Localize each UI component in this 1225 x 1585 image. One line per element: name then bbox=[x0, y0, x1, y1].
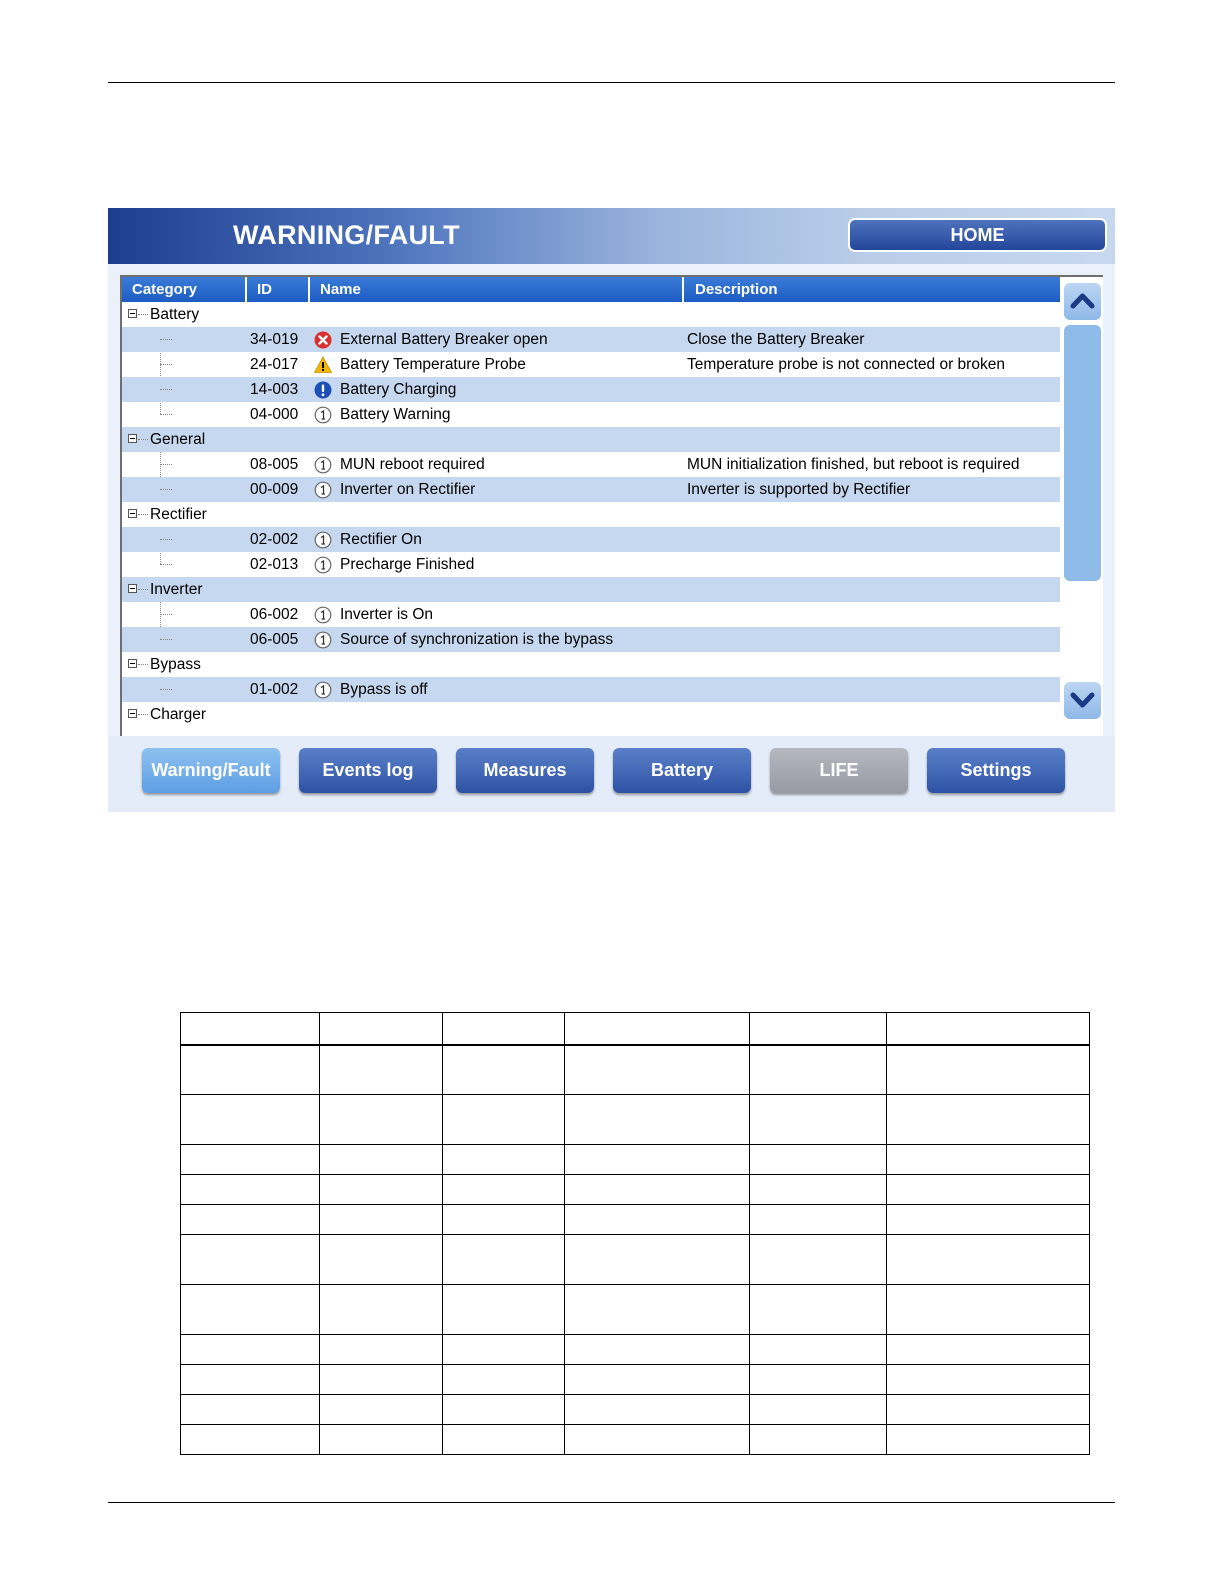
row-id: 04-000 bbox=[250, 406, 299, 423]
info-icon bbox=[314, 631, 332, 649]
column-header-id[interactable]: ID bbox=[257, 281, 272, 298]
table-row[interactable] bbox=[122, 452, 1060, 477]
nav-events-log[interactable]: Events log bbox=[299, 748, 437, 793]
collapse-icon[interactable] bbox=[128, 584, 137, 593]
category-label: Charger bbox=[150, 706, 206, 723]
info-icon bbox=[314, 681, 332, 699]
scroll-down-button[interactable] bbox=[1064, 682, 1101, 719]
home-button[interactable]: HOME bbox=[848, 218, 1107, 252]
column-header-description[interactable]: Description bbox=[695, 281, 778, 298]
category-row-bypass[interactable] bbox=[122, 652, 1060, 677]
row-id: 24-017 bbox=[250, 356, 299, 373]
scrollbar[interactable] bbox=[1062, 277, 1103, 736]
row-name: Inverter on Rectifier bbox=[340, 481, 476, 498]
row-id: 00-009 bbox=[250, 481, 299, 498]
screen-title: WARNING/FAULT bbox=[233, 220, 460, 250]
row-name: Precharge Finished bbox=[340, 556, 475, 573]
collapse-icon[interactable] bbox=[128, 309, 137, 318]
warning-list bbox=[120, 275, 1103, 738]
warning-fault-screen bbox=[108, 208, 1115, 812]
column-header-name[interactable]: Name bbox=[320, 281, 361, 298]
category-row-general[interactable] bbox=[122, 427, 1060, 452]
warning-table bbox=[122, 277, 1060, 736]
nav-life[interactable]: LIFE bbox=[770, 748, 908, 793]
category-row-charger[interactable] bbox=[122, 702, 1060, 727]
info-icon bbox=[314, 531, 332, 549]
bottom-nav bbox=[108, 736, 1115, 812]
page-top-rule bbox=[108, 82, 1115, 83]
chevron-up-icon bbox=[1070, 291, 1095, 311]
row-name: Battery Temperature Probe bbox=[340, 356, 526, 373]
nav-warning-fault[interactable]: Warning/Fault bbox=[142, 748, 280, 793]
table-row[interactable] bbox=[122, 377, 1060, 402]
category-row-inverter[interactable] bbox=[122, 577, 1060, 602]
row-name: Battery Warning bbox=[340, 406, 451, 423]
table-row[interactable] bbox=[122, 327, 1060, 352]
row-description: Close the Battery Breaker bbox=[687, 331, 865, 348]
row-id: 14-003 bbox=[250, 381, 299, 398]
page-bottom-rule bbox=[108, 1502, 1115, 1503]
table-row[interactable] bbox=[122, 552, 1060, 577]
collapse-icon[interactable] bbox=[128, 659, 137, 668]
row-id: 06-005 bbox=[250, 631, 299, 648]
nav-battery[interactable]: Battery bbox=[613, 748, 751, 793]
scroll-up-button[interactable] bbox=[1064, 283, 1101, 320]
row-id: 08-005 bbox=[250, 456, 299, 473]
info-icon bbox=[314, 481, 332, 499]
table-row[interactable] bbox=[122, 352, 1060, 377]
row-description: Inverter is supported by Rectifier bbox=[687, 481, 911, 498]
table-row[interactable] bbox=[122, 677, 1060, 702]
row-name: External Battery Breaker open bbox=[340, 331, 548, 348]
column-header-category[interactable]: Category bbox=[132, 281, 198, 298]
info-icon bbox=[314, 456, 332, 474]
nav-settings[interactable]: Settings bbox=[927, 748, 1065, 793]
row-name: Rectifier On bbox=[340, 531, 422, 548]
row-id: 01-002 bbox=[250, 681, 299, 698]
table-row[interactable] bbox=[122, 627, 1060, 652]
warning-icon bbox=[314, 356, 332, 374]
chevron-down-icon bbox=[1070, 690, 1095, 710]
row-name: MUN reboot required bbox=[340, 456, 485, 473]
category-label: General bbox=[150, 431, 206, 448]
collapse-icon[interactable] bbox=[128, 434, 137, 443]
scroll-thumb[interactable] bbox=[1064, 325, 1101, 581]
row-name: Source of synchronization is the bypass bbox=[340, 631, 614, 648]
category-label: Inverter bbox=[150, 581, 203, 598]
info-icon bbox=[314, 556, 332, 574]
empty-document-table bbox=[180, 1012, 1090, 1455]
row-name: Bypass is off bbox=[340, 681, 428, 698]
row-id: 02-013 bbox=[250, 556, 299, 573]
category-label: Bypass bbox=[150, 656, 201, 673]
info-icon bbox=[314, 406, 332, 424]
table-row[interactable] bbox=[122, 402, 1060, 427]
table-row[interactable] bbox=[122, 477, 1060, 502]
row-id: 02-002 bbox=[250, 531, 299, 548]
collapse-icon[interactable] bbox=[128, 509, 137, 518]
row-description: MUN initialization finished, but reboot is required bbox=[687, 456, 1020, 473]
title-bar bbox=[108, 208, 1115, 264]
row-id: 06-002 bbox=[250, 606, 299, 623]
table-header bbox=[122, 277, 1060, 302]
category-label: Rectifier bbox=[150, 506, 207, 523]
nav-measures[interactable]: Measures bbox=[456, 748, 594, 793]
error-icon bbox=[314, 331, 332, 349]
category-label: Battery bbox=[150, 306, 200, 323]
category-row-battery[interactable] bbox=[122, 302, 1060, 327]
table-row[interactable] bbox=[122, 602, 1060, 627]
table-row[interactable] bbox=[122, 527, 1060, 552]
info-icon bbox=[314, 606, 332, 624]
row-name: Battery Charging bbox=[340, 381, 457, 398]
row-id: 34-019 bbox=[250, 331, 299, 348]
collapse-icon[interactable] bbox=[128, 709, 137, 718]
row-description: Temperature probe is not connected or broken bbox=[687, 356, 1005, 373]
category-row-rectifier[interactable] bbox=[122, 502, 1060, 527]
alert-icon bbox=[314, 381, 332, 399]
row-name: Inverter is On bbox=[340, 606, 434, 623]
